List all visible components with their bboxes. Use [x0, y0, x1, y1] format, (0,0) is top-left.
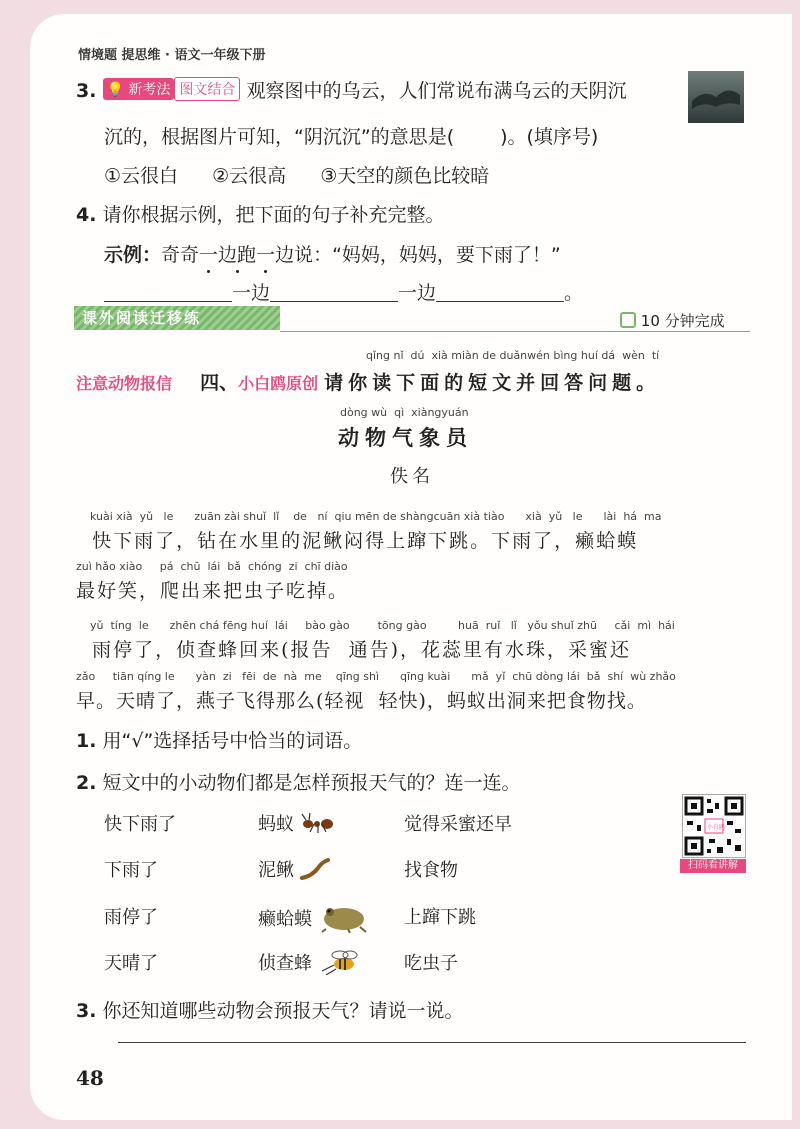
match-middle-2[interactable] [258, 856, 330, 882]
page-header: 情境题 提思维 · 语文一年级下册 [78, 48, 266, 63]
match-middle-1[interactable] [258, 810, 336, 836]
section-banner: 课外阅读迁移练 [74, 306, 280, 330]
match-middle-1-text: 蚂蚁 [258, 814, 294, 835]
q3-tag1-text: 新考法 [128, 82, 171, 98]
q3-line1 [76, 76, 626, 103]
q3-text2b: )。(填序号) [500, 126, 599, 148]
match-right-2[interactable]: 找食物 [404, 860, 458, 881]
article-line3-pinyin: yǔ tíng le zhēn chá fēng huí lái bào gào tōng gào huā ruǐ lǐ yǒu shuǐ zhū cǎi mì hái [76, 619, 675, 632]
q3-text2a: 沉的，根据图片可知，“阴沉沉”的意思是( [104, 126, 455, 148]
match-right-1[interactable]: 觉得采蜜还早 [404, 814, 512, 835]
article-line2: 最好笑，爬出来把虫子吃掉。 [76, 580, 350, 602]
qr-label: 扫码看讲解 [680, 859, 746, 873]
q4-fill-word-1: 一边 [232, 282, 271, 304]
q3-option-1: ①云很白 [104, 165, 179, 187]
q4-line [76, 200, 445, 227]
q4-example-label: 示例： [104, 244, 162, 266]
sub-q3-text: 你还知道哪些动物会预报天气？请说一说。 [102, 1000, 464, 1022]
q4-text: 请你根据示例，把下面的句子补充完整。 [102, 204, 445, 226]
q4-ex-d: 一 [256, 244, 276, 266]
article-line2-pinyin: zuì hǎo xiào pá chū lái bǎ chóng zi chī diào [76, 560, 348, 573]
q3-option-3: ③天空的颜色比较暗 [320, 165, 490, 187]
match-middle-3-text: 癞蛤蟆 [258, 909, 312, 930]
sub-question-1 [76, 726, 362, 753]
sub-q2-text: 短文中的小动物们都是怎样预报天气的？连一连。 [102, 772, 521, 794]
q4-blank-3[interactable] [436, 283, 564, 302]
clock-icon [620, 312, 636, 328]
sub-q1-number: 1. [76, 730, 97, 752]
article-line4-pinyin: zǎo tiān qíng le yàn zi fēi de nà me qīng shì qīng kuài mǎ yǐ chū dòng lái bǎ shí wù zhǎo [76, 670, 676, 683]
q-four-number: 四、 [200, 372, 239, 394]
q-four-pinyin: qǐng nǐ dú xià miàn de duǎnwén bìng huí dá wèn tí [366, 349, 660, 362]
worksheet-page [30, 14, 792, 1120]
q4-fill-word-2: 一边 [398, 282, 437, 304]
toad-icon [318, 903, 368, 933]
q4-blank-1[interactable] [104, 283, 232, 302]
q3-line2 [104, 122, 598, 149]
sub-q1-text: 用“√”选择括号中恰当的词语。 [102, 730, 363, 752]
article-title-pinyin: dòng wù qì xiàngyuán [340, 406, 469, 419]
match-left-4[interactable]: 天晴了 [104, 953, 158, 974]
match-left-1[interactable]: 快下雨了 [104, 814, 176, 835]
q4-ex-b: 一 [199, 244, 219, 266]
q3-options [104, 161, 489, 188]
sub-question-2 [76, 768, 521, 795]
qr-code[interactable] [682, 794, 746, 858]
q3-option-2: ②云很高 [212, 165, 287, 187]
match-left-2[interactable]: 下雨了 [104, 860, 158, 881]
q4-blank-2[interactable] [270, 283, 398, 302]
article-line3: 雨停了，侦查蜂回来(报告 通告)，花蕊里有水珠，采蜜还 [76, 639, 631, 661]
timer [620, 310, 725, 331]
page-number: 48 [76, 1066, 104, 1090]
section-divider [280, 331, 750, 332]
article-line4: 早。天晴了，燕子飞得那么(轻视 轻快)，蚂蚁出洞来把食物找。 [76, 690, 647, 712]
article-title: 动物气象员 [338, 426, 473, 450]
q3-tag-new-method: 💡 新考法 [103, 78, 175, 100]
q4-fill-end: 。 [564, 282, 584, 304]
article-line1: 快下雨了，钻在水里的泥鳅闷得上蹿下跳。下雨了，癞蛤蟆 [76, 530, 639, 552]
sub-question-3 [76, 996, 464, 1023]
loach-icon [300, 858, 330, 882]
q4-fill-line [104, 278, 583, 305]
original-tag: 小白鸥原创 [238, 374, 319, 393]
answer-line[interactable] [118, 1042, 746, 1043]
q4-example [104, 240, 561, 267]
q4-number: 4. [76, 204, 97, 226]
match-left-3[interactable]: 雨停了 [104, 907, 158, 928]
q3-text1: 观察图中的乌云，人们常说布满乌云的天阴沉 [246, 80, 627, 102]
timer-text: 10 分钟完成 [640, 312, 725, 330]
q-four-text: 请你读下面的短文并回答问题。 [324, 372, 661, 394]
match-middle-2-text: 泥鳅 [258, 860, 294, 881]
match-middle-4-text: 侦查蜂 [258, 953, 312, 974]
sub-q2-number: 2. [76, 772, 97, 794]
match-middle-3[interactable] [258, 903, 368, 933]
q3-number: 3. [76, 80, 97, 102]
side-label: 注意动物报信 [76, 374, 173, 393]
article-line1-pinyin: kuài xià yǔ le zuān zài shuǐ lǐ de ní qiu mēn de shàngcuān xià tiào xià yǔ le lài há ma [76, 510, 662, 523]
qr-center-text: 小白鸥 [707, 824, 726, 831]
match-right-4[interactable]: 吃虫子 [404, 953, 458, 974]
dark-cloud-image [688, 71, 744, 123]
q4-ex-a: 奇奇 [161, 244, 200, 266]
q-four-heading [76, 368, 660, 395]
ant-icon [300, 812, 336, 834]
match-right-3[interactable]: 上蹿下跳 [404, 907, 476, 928]
match-middle-4[interactable] [258, 949, 362, 975]
q4-ex-c: 边跑 [218, 244, 257, 266]
q4-ex-e: 边说：“妈妈，妈妈，要下雨了！” [275, 244, 561, 266]
bee-icon [318, 949, 362, 975]
article-author: 佚名 [390, 466, 434, 487]
q3-tag-image-text: 图文结合 [174, 77, 240, 101]
sub-q3-number: 3. [76, 1000, 97, 1022]
